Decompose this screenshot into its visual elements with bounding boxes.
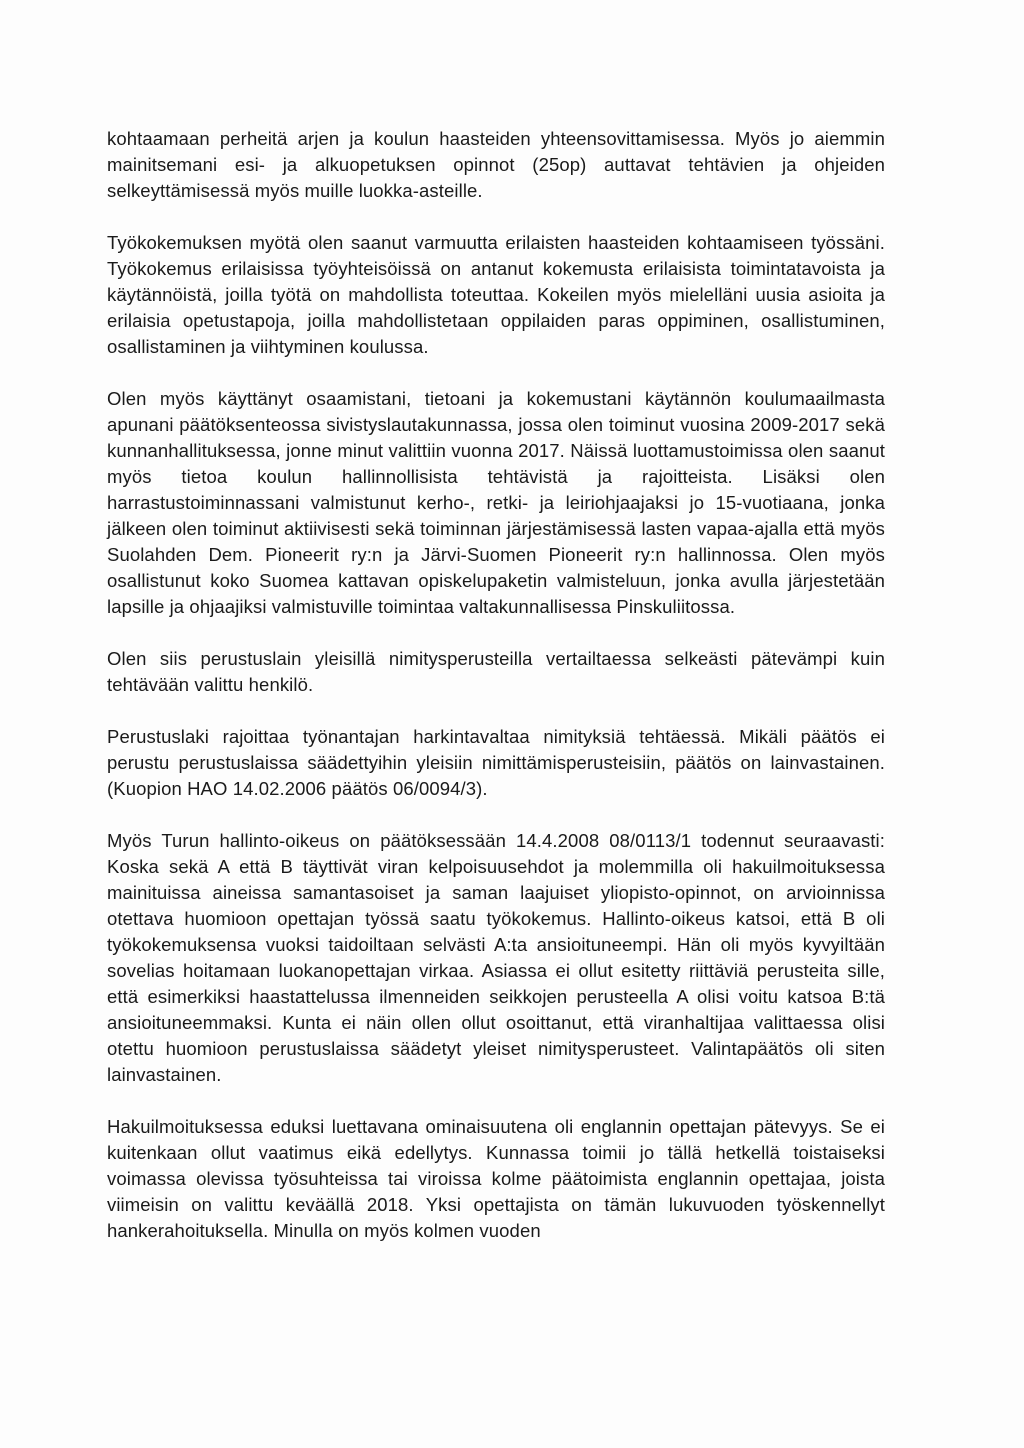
paragraph-continuation: kohtaamaan perheitä arjen ja koulun haasteiden yhteensovittamisessa. Myös jo aiemmin mainitsemani esi- ja alkuopetuksen opinnot (25op) auttavat tehtävien ja ohjeiden selkeyttämisessä myös muille luokka-asteille.	[107, 128, 885, 201]
paragraph-court-decision: Myös Turun hallinto-oikeus on päätöksessään 14.4.2008 08/0113/1 todennut seuraavasti: Koska sekä A että B täyttivät viran kelpoisuusehdot ja molemmilla oli hakuilmoituksessa mainituissa aineissa samantasoiset ja saman laajuiset yliopisto-opinnot, on arvioinnissa otettava huomioon opettajan työssä saatu työkokemus. Hallinto-oikeus katsoi, että B oli työkokemuksensa vuoksi taidoiltaan selvästi A:ta ansioituneempi. Hän oli myös kyvyiltään sovelias hoitamaan luokanopettajan virkaa. Asiassa ei ollut esitetty riittäviä perusteita sille, että esimerkiksi haastattelussa ilmenneiden seikkojen perusteella A olisi voitu katsoa B:tä ansioituneemmaksi. Kunta ei näin ollen ollut osoittanut, että viranhaltijaa valittaessa olisi otettu huomioon perustuslaissa säädetyt yleiset nimitysperusteet. Valintapäätös oli siten lainvastainen.	[107, 830, 885, 1085]
body-text	[107, 126, 885, 1244]
paragraph-positions-of-trust: Olen myös käyttänyt osaamistani, tietoani ja kokemustani käytännön koulumaailmasta apunani päätöksenteossa sivistyslautakunnassa, jossa olen toiminut vuosina 2009-2017 sekä kunnanhallituksessa, jonne minut valittiin vuonna 2017. Näissä luottamustoimissa olen saanut myös tietoa koulun hallinnollisista tehtävistä ja rajoitteista. Lisäksi olen harrastustoiminnassani valmistunut kerho-, retki- ja leiriohjaajaksi jo 15-vuotiaana, jonka jälkeen olen toiminut aktiivisesti sekä toiminnan järjestämisessä lasten vapaa-ajalla että myös Suolahden Dem. Pioneerit ry:n ja Järvi-Suomen Pioneerit ry:n hallinnossa. Olen myös osallistunut koko Suomea kattavan opiskelupaketin valmisteluun, jonka avulla järjestetään lapsille ja ohjaajiksi valmistuville toimintaa valtakunnallisessa Pinskuliitossa.	[107, 388, 885, 617]
paragraph-conclusion: Olen siis perustuslain yleisillä nimitysperusteilla vertailtaessa selkeästi pätevämpi kuin tehtävään valittu henkilö.	[107, 648, 885, 695]
paragraph-work-experience: Työkokemuksen myötä olen saanut varmuutta erilaisten haasteiden kohtaamiseen työssäni. Työkokemus erilaisissa työyhteisöissä on antanut kokemusta erilaisista toimintatavoista ja käytännöistä, joilla työtä on mahdollista toteuttaa. Kokeilen myös mielelläni uusia asioita ja erilaisia opetustapoja, joilla mahdollistetaan oppilaiden paras oppiminen, osallistuminen, osallistaminen ja viihtyminen koulussa.	[107, 232, 885, 357]
paragraph-english-qualification: Hakuilmoituksessa eduksi luettavana ominaisuutena oli englannin opettajan pätevyys. Se ei kuitenkaan ollut vaatimus eikä edellytys. Kunnassa toimii jo tällä hetkellä toistaiseksi voimassa olevissa työsuhteissa tai viroissa kolme päätoimista englannin opettajaa, joista viimeisin on valittu keväällä 2018. Yksi opettajista on tämän lukuvuoden työskennellyt hankerahoituksella. Minulla on myös kolmen vuoden	[107, 1116, 885, 1241]
paragraph-constitution: Perustuslaki rajoittaa työnantajan harkintavaltaa nimityksiä tehtäessä. Mikäli päätös ei perustu perustuslaissa säädettyihin yleisiin nimittämisperusteisiin, päätös on lainvastainen. (Kuopion HAO 14.02.2006 päätös 06/0094/3).	[107, 726, 885, 799]
